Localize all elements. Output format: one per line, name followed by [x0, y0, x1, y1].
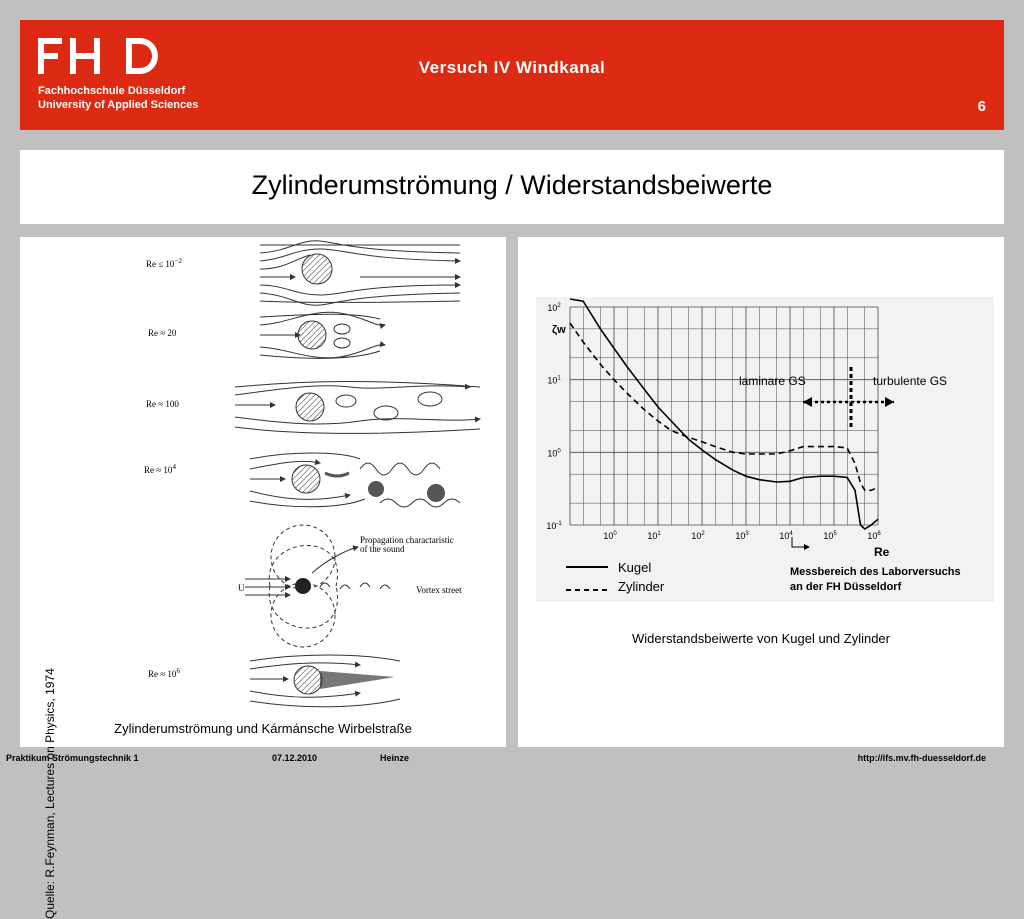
x-tick-label: $10^4$ — [779, 531, 793, 541]
school-name-line1: Fachhochschule Düsseldorf — [38, 85, 186, 97]
slide-number: 6 — [977, 98, 986, 115]
propagation-label-line1: Propagation charactaristic — [360, 535, 454, 545]
footer — [0, 748, 1024, 768]
sound-source-cylinder — [295, 578, 311, 594]
regime-1-streamlines — [260, 241, 460, 305]
regime-5-label: $Re \approx 10^6$ — [148, 667, 180, 679]
x-tick-label: $10^1$ — [647, 531, 661, 541]
regime-1-label: $Re \le 10^{-2}$ — [146, 257, 182, 269]
footer-url[interactable]: http://ifs.mv.fh-duesseldorf.de — [857, 753, 986, 763]
right-caption: Widerstandsbeiwerte von Kugel und Zylinder — [632, 631, 890, 646]
title-panel — [20, 150, 1004, 224]
measurement-note-line2: an der FH Düsseldorf — [790, 581, 902, 593]
footer-course: Praktikum Strömungstechnik 1 — [6, 753, 139, 763]
y-tick-label: $10^{-1}$ — [546, 521, 562, 531]
left-caption: Zylinderumströmung und Kármánsche Wirbelstraße — [114, 721, 412, 736]
u-label: U — [238, 583, 245, 593]
x-tick-label: $10^5$ — [823, 531, 837, 541]
legend-kugel-label: Kugel — [618, 560, 652, 575]
school-name — [38, 84, 198, 112]
header-title: Versuch IV Windkanal — [418, 58, 606, 77]
turbulent-label: turbulente GS — [873, 374, 948, 388]
y-tick-label: $10^1$ — [547, 375, 561, 386]
x-axis-label: Re — [874, 545, 890, 559]
regime-5-streamlines — [250, 655, 400, 707]
y-tick-label: $10^0$ — [547, 448, 561, 459]
chart-background — [536, 297, 994, 602]
flow-regimes-figure — [20, 237, 506, 717]
x-tick-label: $10^2$ — [691, 531, 705, 541]
laminar-label: laminare GS — [739, 374, 806, 388]
propagation-label-line2: of the sound — [360, 544, 405, 554]
x-tick-label: $10^0$ — [603, 531, 617, 541]
legend-zylinder-label: Zylinder — [618, 579, 665, 594]
source-text: Quelle: R.Feynman, Lectures on Physics, 1974 — [43, 668, 57, 919]
regime-4-cylinder — [292, 465, 320, 493]
regime-4-label: $Re \approx 10^4$ — [144, 463, 176, 475]
regime-4-streamlines — [250, 453, 460, 507]
regime-1-cylinder — [302, 254, 332, 284]
drag-coefficient-panel — [518, 237, 1004, 747]
drag-coefficient-chart — [518, 237, 1004, 617]
regime-3-streamlines — [235, 382, 480, 434]
x-tick-label: $10^6$ — [867, 531, 881, 541]
y-axis-label: ζw — [552, 324, 566, 336]
x-tick-label: $10^3$ — [735, 531, 749, 541]
header-banner — [20, 20, 1004, 130]
regime-3-cylinder — [296, 393, 324, 421]
regime-3-label: Re ≈ 100 — [146, 399, 179, 409]
vortex-street-label: Vortex street — [416, 585, 462, 595]
measurement-note-line1: Messbereich des Laborversuchs — [790, 566, 961, 578]
regime-2-label: Re ≈ 20 — [148, 328, 177, 338]
regime-5-cylinder — [294, 666, 322, 694]
footer-author: Heinze — [380, 753, 410, 763]
slide-title: Zylinderumströmung / Widerstandsbeiwerte — [251, 170, 773, 200]
footer-date: 07.12.2010 — [272, 753, 318, 763]
y-tick-label: $10^2$ — [547, 303, 561, 313]
school-name-line2: University of Applied Sciences — [38, 99, 199, 111]
regime-2-cylinder — [298, 321, 326, 349]
